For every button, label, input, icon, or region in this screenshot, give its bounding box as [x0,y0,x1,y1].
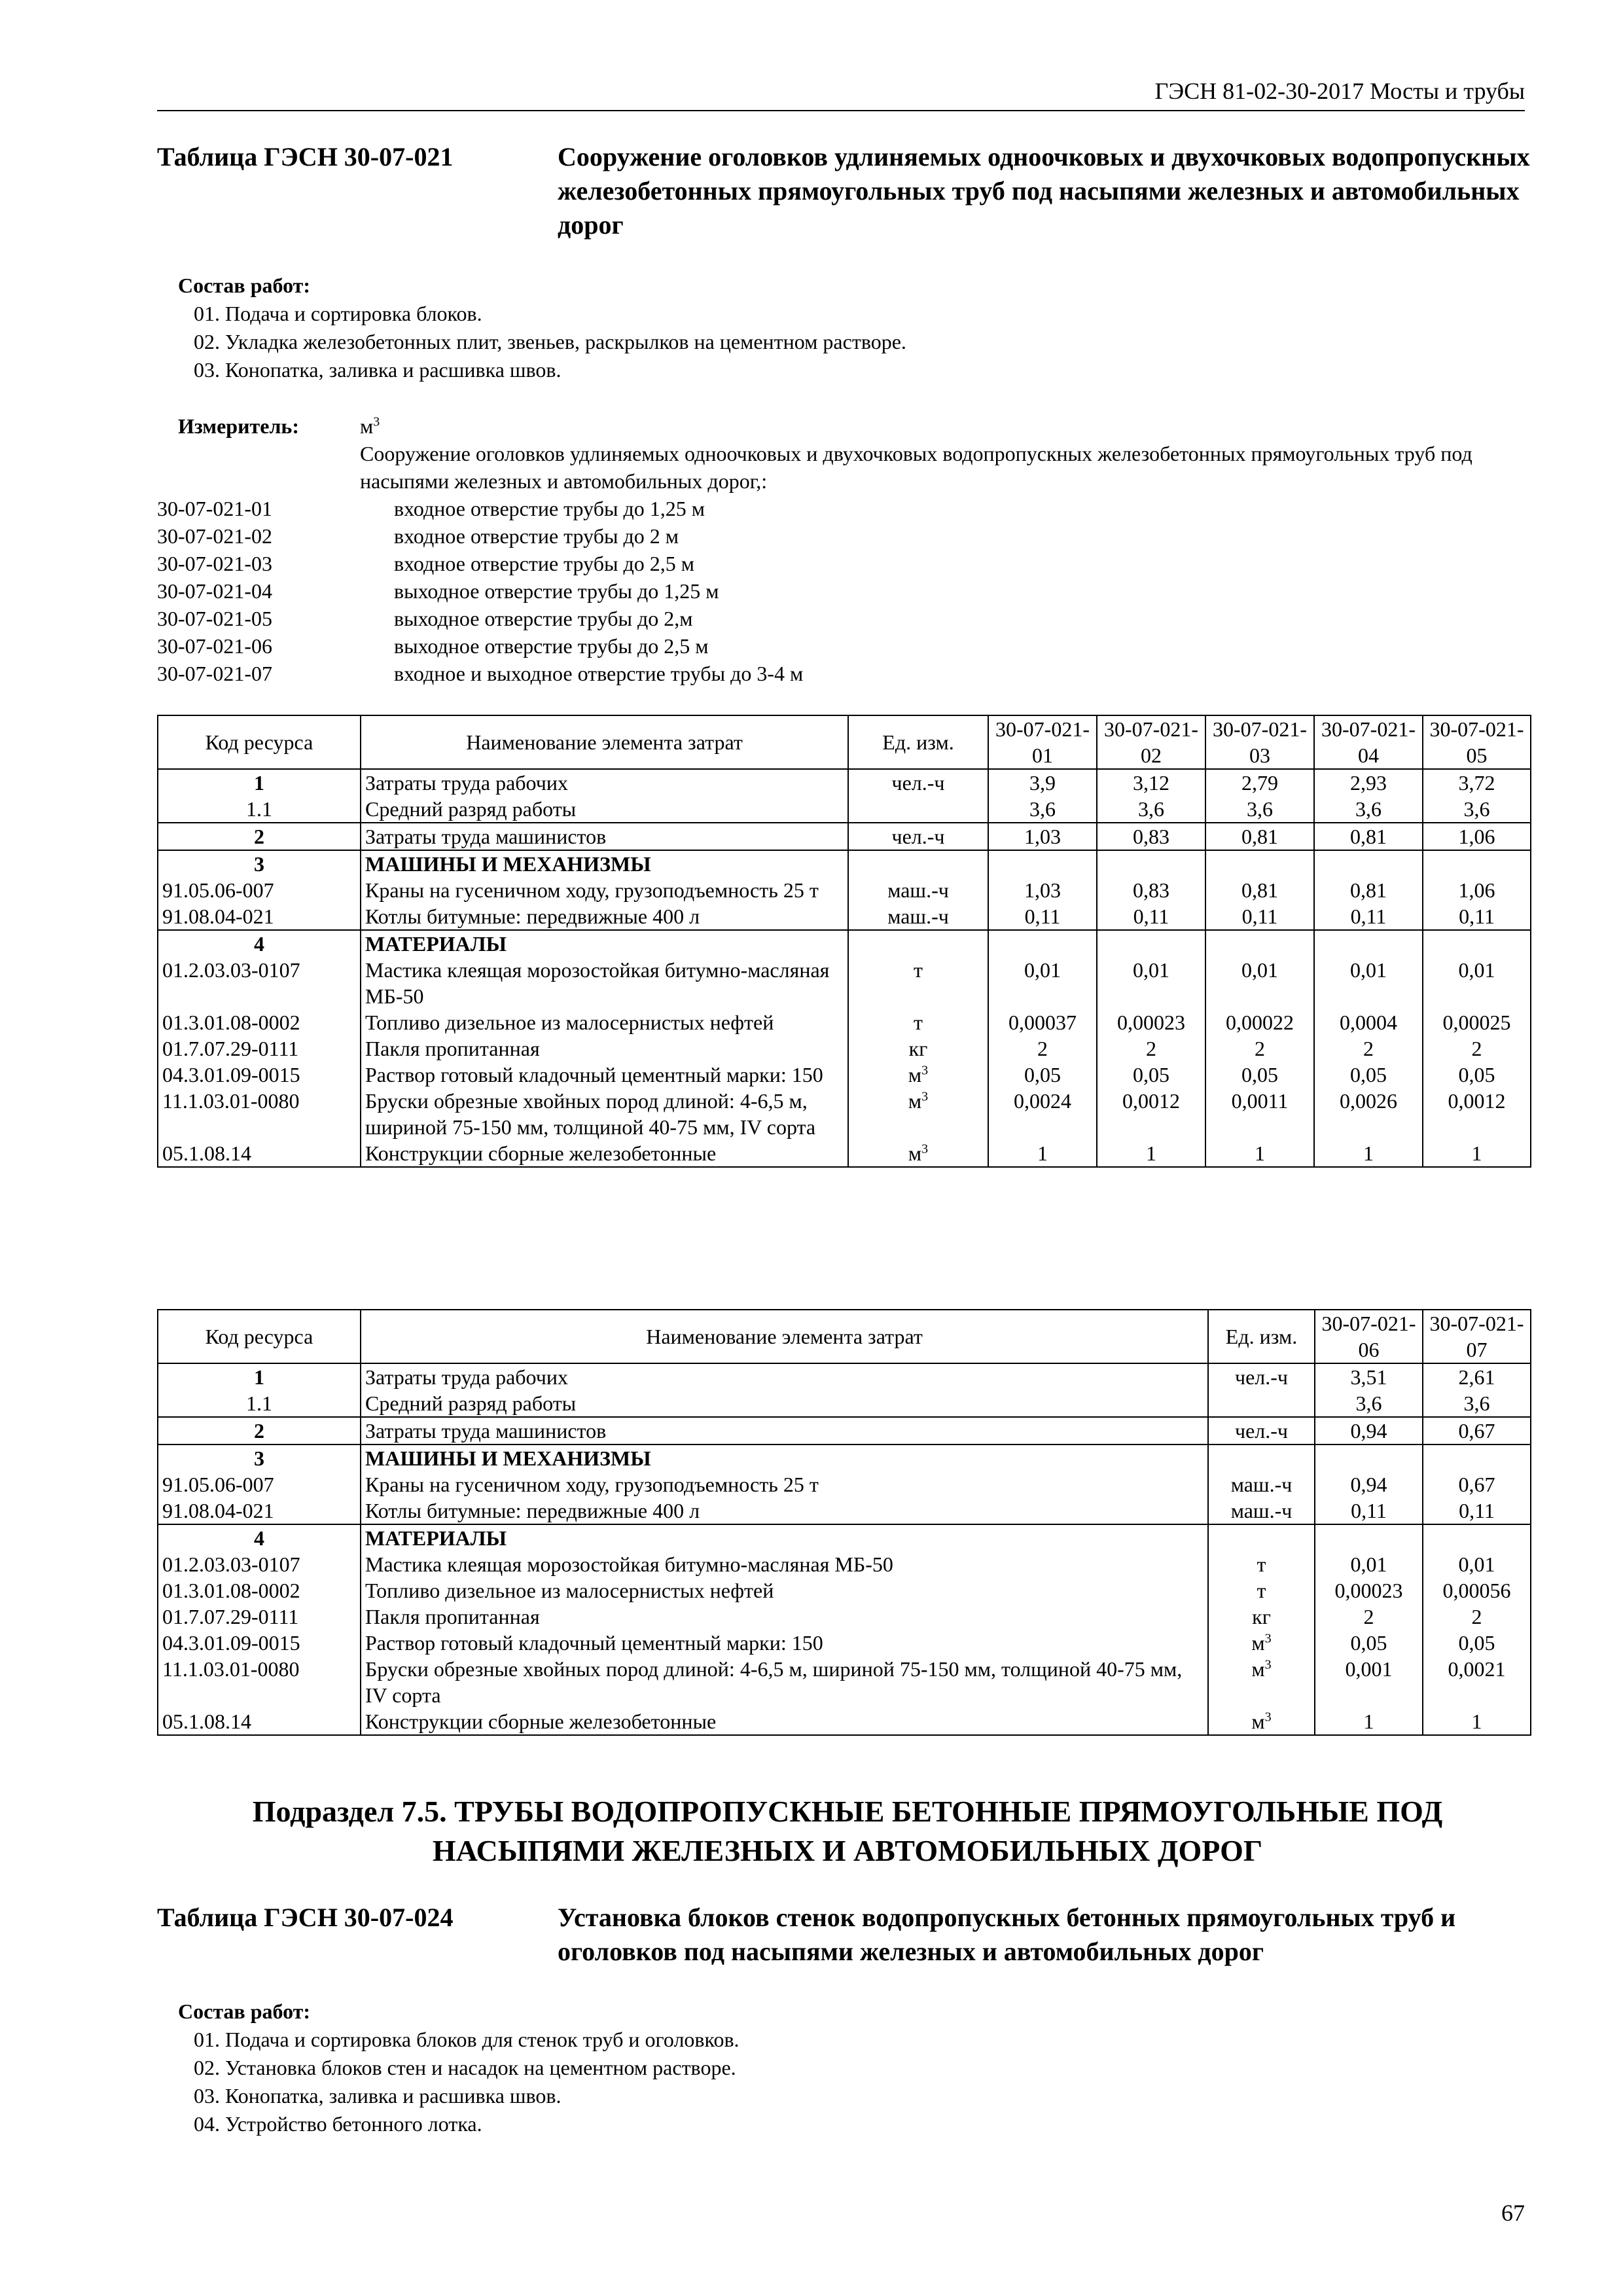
unit-exponent: 3 [1264,1710,1272,1725]
unit-text: чел.-ч [891,825,945,848]
resource-name: Затраты труда машинистов [361,1417,1208,1444]
norm-value: 0,00022 [1205,1009,1314,1035]
norm-value: 2 [1097,1035,1205,1062]
resource-code: 11.1.03.01-0080 [158,1656,361,1708]
table-row [158,1656,1531,1708]
unit-exponent: 3 [921,1063,929,1078]
norm-value: 1 [1205,1140,1314,1167]
table2-title: Установка блоков стенок водопропускных бетонных прямоугольных труб и оголовков под насыпями железных и автомобильных дорог [558,1903,1456,1966]
unit-text: чел.-ч [1234,1419,1288,1443]
unit-text: маш.-ч [1230,1499,1293,1522]
unit [1208,1577,1315,1604]
resource-name: Затраты труда рабочих [361,1363,1208,1390]
item-code: 30-07-021-07 [157,662,272,685]
column-header: 30-07-021-06 [1315,1310,1423,1363]
norm-value: 0,11 [988,903,1097,930]
norm-value [1314,850,1423,877]
unit-exponent: 3 [1264,1631,1272,1646]
norm-value: 0,83 [1097,823,1205,850]
table1-title: Сооружение оголовков удлиняемых одноочковых и двухочковых водопропускных железобетонных прямоугольных труб под насыпями железных и автомобильных дорог [558,142,1530,240]
meter-description: Сооружение оголовков удлиняемых одноочковых и двухочковых водопропускных железобетонных прямоугольных труб под насыпями железных и автомобильных дорог,: [360,442,1472,493]
table-row [158,930,1531,957]
table1-heading [157,140,1538,242]
norm-value: 0,00025 [1423,1009,1531,1035]
item-text: входное и выходное отверстие трубы до 3-4 м [394,662,804,685]
resource-code: 3 [158,850,361,877]
norm-value: 0,01 [988,957,1097,1009]
unit [848,796,988,823]
norm-value: 2,93 [1314,769,1423,796]
norm-value [988,850,1097,877]
unit-exponent: 3 [1264,1657,1272,1672]
resource-name: Мастика клеящая морозостойкая битумно-масляная МБ-50 [361,1551,1208,1577]
table2-works [157,1998,1538,2138]
table-row [158,1417,1531,1444]
unit [1208,1444,1315,1471]
norm-value [1097,930,1205,957]
item-text: выходное отверстие трубы до 2,5 м [394,634,709,658]
norm-value: 2,61 [1423,1363,1531,1390]
norm-value: 0,05 [1097,1062,1205,1088]
table-row [158,1708,1531,1735]
meter-item [157,577,1538,605]
resource-code: 04.3.01.09-0015 [158,1630,361,1656]
unit-text: м [908,1063,922,1086]
norm-value: 0,11 [1314,903,1423,930]
table-row [158,1604,1531,1630]
unit-text: м [1251,1710,1265,1733]
norm-value: 0,11 [1097,903,1205,930]
unit-exponent: 3 [921,1089,929,1104]
norm-value: 3,6 [1423,1390,1531,1417]
item-code: 30-07-021-04 [157,579,272,603]
norm-value: 1,03 [988,823,1097,850]
norm-value: 0,0026 [1314,1088,1423,1140]
unit [848,1009,988,1035]
table-row [158,1551,1531,1577]
column-header: Код ресурса [158,715,361,769]
work-item: 01. Подача и сортировка блоков для стенок труб и оголовков. [194,2028,740,2051]
norm-value: 2 [1423,1604,1531,1630]
table-row [158,1471,1531,1498]
column-header: 30-07-021-04 [1314,715,1423,769]
resource-code: 01.2.03.03-0107 [158,957,361,1009]
norm-value: 1 [1315,1708,1423,1735]
norm-value: 0,0024 [988,1088,1097,1140]
norm-value [1423,1444,1531,1471]
norm-value: 2 [1315,1604,1423,1630]
norm-value: 1 [1423,1708,1531,1735]
norm-value: 0,00023 [1097,1009,1205,1035]
resource-name: Пакля пропитанная [361,1604,1208,1630]
resource-name: Мастика клеящая морозостойкая битумно-масляная МБ-50 [361,957,848,1009]
resource-code: 3 [158,1444,361,1471]
resource-code: 05.1.08.14 [158,1708,361,1735]
unit-text: м [1251,1631,1265,1655]
norm-value: 0,67 [1423,1471,1531,1498]
norm-value: 3,6 [988,796,1097,823]
unit-text: маш.-ч [887,905,949,928]
unit-text: т [914,1011,923,1034]
resource-name: МАТЕРИАЛЫ [361,1524,1208,1551]
work-item: 02. Установка блоков стен и насадок на цементном растворе. [194,2056,736,2079]
item-text: входное отверстие трубы до 1,25 м [394,497,705,520]
item-code: 30-07-021-06 [157,634,272,658]
unit [1208,1498,1315,1524]
item-code: 30-07-021-03 [157,552,272,575]
unit [1208,1708,1315,1735]
norm-value: 1,06 [1423,823,1531,850]
resource-name: Топливо дизельное из малосернистых нефтей [361,1577,1208,1604]
table-row [158,1630,1531,1656]
unit-text: м [908,1141,922,1165]
resource-code: 1 [158,769,361,796]
unit [1208,1551,1315,1577]
norm-value: 0,11 [1423,1498,1531,1524]
table-row [158,1140,1531,1167]
norm-value [1423,1524,1531,1551]
norm-value: 0,81 [1205,877,1314,903]
unit [1208,1390,1315,1417]
norm-value: 0,01 [1423,957,1531,1009]
unit [848,823,988,850]
resource-code: 91.08.04-021 [158,1498,361,1524]
table-row [158,1088,1531,1140]
unit-text: маш.-ч [1230,1473,1293,1496]
resource-code: 01.3.01.08-0002 [158,1577,361,1604]
unit-text: т [914,958,923,982]
norm-value: 0,0012 [1097,1088,1205,1140]
resource-code: 2 [158,1417,361,1444]
column-header: 30-07-021-07 [1423,1310,1531,1363]
unit-exponent: 3 [921,1141,929,1157]
resource-code: 04.3.01.09-0015 [158,1062,361,1088]
column-header: Код ресурса [158,1310,361,1363]
column-header: 30-07-021-02 [1097,715,1205,769]
resource-code: 01.7.07.29-0111 [158,1604,361,1630]
norm-value: 0,0021 [1423,1656,1531,1708]
table-row [158,1390,1531,1417]
resource-name: Пакля пропитанная [361,1035,848,1062]
resource-name: МАШИНЫ И МЕХАНИЗМЫ [361,850,848,877]
table-row [158,1577,1531,1604]
norm-value: 3,9 [988,769,1097,796]
item-text: выходное отверстие трубы до 2,м [394,607,693,630]
table2-label: Таблица ГЭСН 30-07-024 [157,1903,454,1932]
unit-text: т [1257,1579,1266,1602]
norm-value: 0,00023 [1315,1577,1423,1604]
norm-value [1097,850,1205,877]
resource-code: 91.05.06-007 [158,1471,361,1498]
norm-value: 0,05 [1205,1062,1314,1088]
resource-code: 1.1 [158,796,361,823]
unit [848,1035,988,1062]
running-header: ГЭСН 81-02-30-2017 Мосты и трубы [157,77,1525,111]
norm-value: 3,12 [1097,769,1205,796]
norm-value: 3,6 [1315,1390,1423,1417]
resource-code: 05.1.08.14 [158,1140,361,1167]
norm-value: 2 [988,1035,1097,1062]
meter-unit: $м^3$ [360,414,380,438]
table2-heading [157,1901,1538,1969]
resource-name: Бруски обрезные хвойных пород длиной: 4-6,5 м, шириной 75-150 мм, толщиной 40-75 мм, IV сорта [361,1088,848,1140]
works-caption: Состав работ: [178,274,311,297]
meter-label: Измеритель: [178,414,299,438]
resource-code: 91.05.06-007 [158,877,361,903]
table-row [158,1363,1531,1390]
norm-value: 0,01 [1314,957,1423,1009]
norm-value [1315,1524,1423,1551]
meter-item [157,605,1538,632]
item-code: 30-07-021-05 [157,607,272,630]
table-row [158,877,1531,903]
table1-works [157,272,1538,384]
column-header: Наименование элемента затрат [361,1310,1208,1363]
norm-value: 0,01 [1205,957,1314,1009]
column-header: 30-07-021-01 [988,715,1097,769]
table-row [158,769,1531,796]
norm-value: 3,6 [1205,796,1314,823]
norm-value: 1 [988,1140,1097,1167]
norm-value: 0,94 [1315,1417,1423,1444]
resource-name: Котлы битумные: передвижные 400 л [361,1498,1208,1524]
unit [848,903,988,930]
column-header: Ед. изм. [1208,1310,1315,1363]
unit [1208,1630,1315,1656]
column-header: 30-07-021-05 [1423,715,1531,769]
table-row [158,1498,1531,1524]
work-item: 03. Конопатка, заливка и расшивка швов. [194,2084,562,2108]
meter-item [157,550,1538,577]
meter-item [157,495,1538,522]
norm-value: 3,6 [1423,796,1531,823]
norm-value [1205,850,1314,877]
norm-value: 0,05 [1423,1630,1531,1656]
unit [848,769,988,796]
resource-name: Котлы битумные: передвижные 400 л [361,903,848,930]
item-text: выходное отверстие трубы до 1,25 м [394,579,719,603]
unit [1208,1471,1315,1498]
norm-value: 0,81 [1205,823,1314,850]
unit [848,1140,988,1167]
table-row [158,850,1531,877]
unit [848,1088,988,1140]
norm-value: 3,51 [1315,1363,1423,1390]
resource-name: Топливо дизельное из малосернистых нефтей [361,1009,848,1035]
norm-value: 0,01 [1315,1551,1423,1577]
norm-value: 2 [1423,1035,1531,1062]
work-item: 02. Укладка железобетонных плит, звеньев, раскрылков на цементном растворе. [194,330,906,353]
norm-table-2 [157,1309,1531,1736]
norm-value: 0,67 [1423,1417,1531,1444]
resource-name: Затраты труда машинистов [361,823,848,850]
unit [848,850,988,877]
norm-table-1 [157,715,1531,1168]
norm-value: 1 [1314,1140,1423,1167]
norm-value [1423,930,1531,957]
resource-name: Раствор готовый кладочный цементный марки: 150 [361,1630,1208,1656]
norm-value: 3,72 [1423,769,1531,796]
unit [848,957,988,1009]
table1-label: Таблица ГЭСН 30-07-021 [157,142,454,171]
resource-name: Конструкции сборные железобетонные [361,1708,1208,1735]
item-code: 30-07-021-01 [157,497,272,520]
item-text: входное отверстие трубы до 2,5 м [394,552,695,575]
norm-value: 0,05 [1314,1062,1423,1088]
norm-value: 2 [1314,1035,1423,1062]
resource-code: 91.08.04-021 [158,903,361,930]
resource-name: Раствор готовый кладочный цементный марки: 150 [361,1062,848,1088]
column-header: 30-07-021-03 [1205,715,1314,769]
meter-item [157,632,1538,660]
unit [848,1062,988,1088]
unit [1208,1363,1315,1390]
resource-name: МАТЕРИАЛЫ [361,930,848,957]
unit-text: кг [908,1037,928,1060]
unit [1208,1524,1315,1551]
unit-text: чел.-ч [1234,1365,1288,1389]
meter-item [157,660,1538,687]
unit-text: т [1257,1552,1266,1576]
unit-text: чел.-ч [891,771,945,795]
norm-value: 0,81 [1314,823,1423,850]
unit-text: м [908,1089,922,1113]
norm-value: 0,11 [1423,903,1531,930]
column-header: Ед. изм. [848,715,988,769]
unit-text: кг [1252,1605,1271,1628]
norm-value: 0,01 [1097,957,1205,1009]
norm-value [1423,850,1531,877]
table-row [158,903,1531,930]
resource-code: 01.2.03.03-0107 [158,1551,361,1577]
norm-value [1315,1444,1423,1471]
table-row [158,823,1531,850]
resource-code: 1 [158,1363,361,1390]
table-row [158,1009,1531,1035]
resource-name: Средний разряд работы [361,796,848,823]
resource-code: 4 [158,1524,361,1551]
norm-value: 0,0004 [1314,1009,1423,1035]
norm-value: 3,6 [1097,796,1205,823]
norm-value: 0,01 [1423,1551,1531,1577]
table-row [158,1444,1531,1471]
resource-name: Краны на гусеничном ходу, грузоподъемность 25 т [361,1471,1208,1498]
norm-value: 0,94 [1315,1471,1423,1498]
norm-value: 1 [1423,1140,1531,1167]
norm-value: 0,0012 [1423,1088,1531,1140]
table-row [158,796,1531,823]
unit [848,877,988,903]
resource-name: Конструкции сборные железобетонные [361,1140,848,1167]
norm-value: 0,00037 [988,1009,1097,1035]
item-text: входное отверстие трубы до 2 м [394,524,679,548]
norm-value: 0,11 [1315,1498,1423,1524]
meter-item [157,522,1538,550]
unit [848,930,988,957]
norm-value: 3,6 [1314,796,1423,823]
norm-value: 0,0011 [1205,1088,1314,1140]
norm-value [1314,930,1423,957]
works-caption: Состав работ: [178,2000,311,2023]
norm-value: 0,11 [1205,903,1314,930]
unit [1208,1417,1315,1444]
resource-name: Затраты труда рабочих [361,769,848,796]
resource-name: Краны на гусеничном ходу, грузоподъемность 25 т [361,877,848,903]
table1-meter [157,412,1538,687]
resource-code: 4 [158,930,361,957]
page-number: 67 [1501,2200,1525,2226]
column-header: Наименование элемента затрат [361,715,848,769]
norm-value: 1 [1097,1140,1205,1167]
table-row [158,1524,1531,1551]
subsection-title: Подраздел 7.5. ТРУБЫ ВОДОПРОПУСКНЫЕ БЕТОННЫЕ ПРЯМОУГОЛЬНЫЕ ПОД НАСЫПЯМИ ЖЕЛЕЗНЫХ И АВТОМОБИЛЬНЫХ ДОРОГ [252,1795,1443,1867]
table-row [158,957,1531,1009]
resource-code: 11.1.03.01-0080 [158,1088,361,1140]
resource-code: 2 [158,823,361,850]
table-row [158,1035,1531,1062]
resource-code: 01.3.01.08-0002 [158,1009,361,1035]
work-item: 01. Подача и сортировка блоков. [194,302,482,325]
item-code: 30-07-021-02 [157,524,272,548]
unit-text: маш.-ч [887,878,949,902]
norm-value [1205,930,1314,957]
norm-value: 1,06 [1423,877,1531,903]
resource-code: 1.1 [158,1390,361,1417]
norm-value: 0,81 [1314,877,1423,903]
work-item: 03. Конопатка, заливка и расшивка швов. [194,358,562,382]
norm-value: 0,83 [1097,877,1205,903]
norm-value: 0,00056 [1423,1577,1531,1604]
resource-name: Средний разряд работы [361,1390,1208,1417]
resource-name: Бруски обрезные хвойных пород длиной: 4-6,5 м, шириной 75-150 мм, толщиной 40-75 мм, IV сорта [361,1656,1208,1708]
norm-value [988,930,1097,957]
norm-value: 1,03 [988,877,1097,903]
norm-value: 2 [1205,1035,1314,1062]
unit [1208,1656,1315,1708]
work-item: 04. Устройство бетонного лотка. [194,2112,482,2136]
unit-text: м [1251,1657,1265,1681]
norm-value: 0,001 [1315,1656,1423,1708]
norm-value: 0,05 [1315,1630,1423,1656]
norm-value: 2,79 [1205,769,1314,796]
resource-code: 01.7.07.29-0111 [158,1035,361,1062]
table-row [158,1062,1531,1088]
resource-name: МАШИНЫ И МЕХАНИЗМЫ [361,1444,1208,1471]
unit [1208,1604,1315,1630]
norm-value: 0,05 [1423,1062,1531,1088]
norm-value: 0,05 [988,1062,1097,1088]
